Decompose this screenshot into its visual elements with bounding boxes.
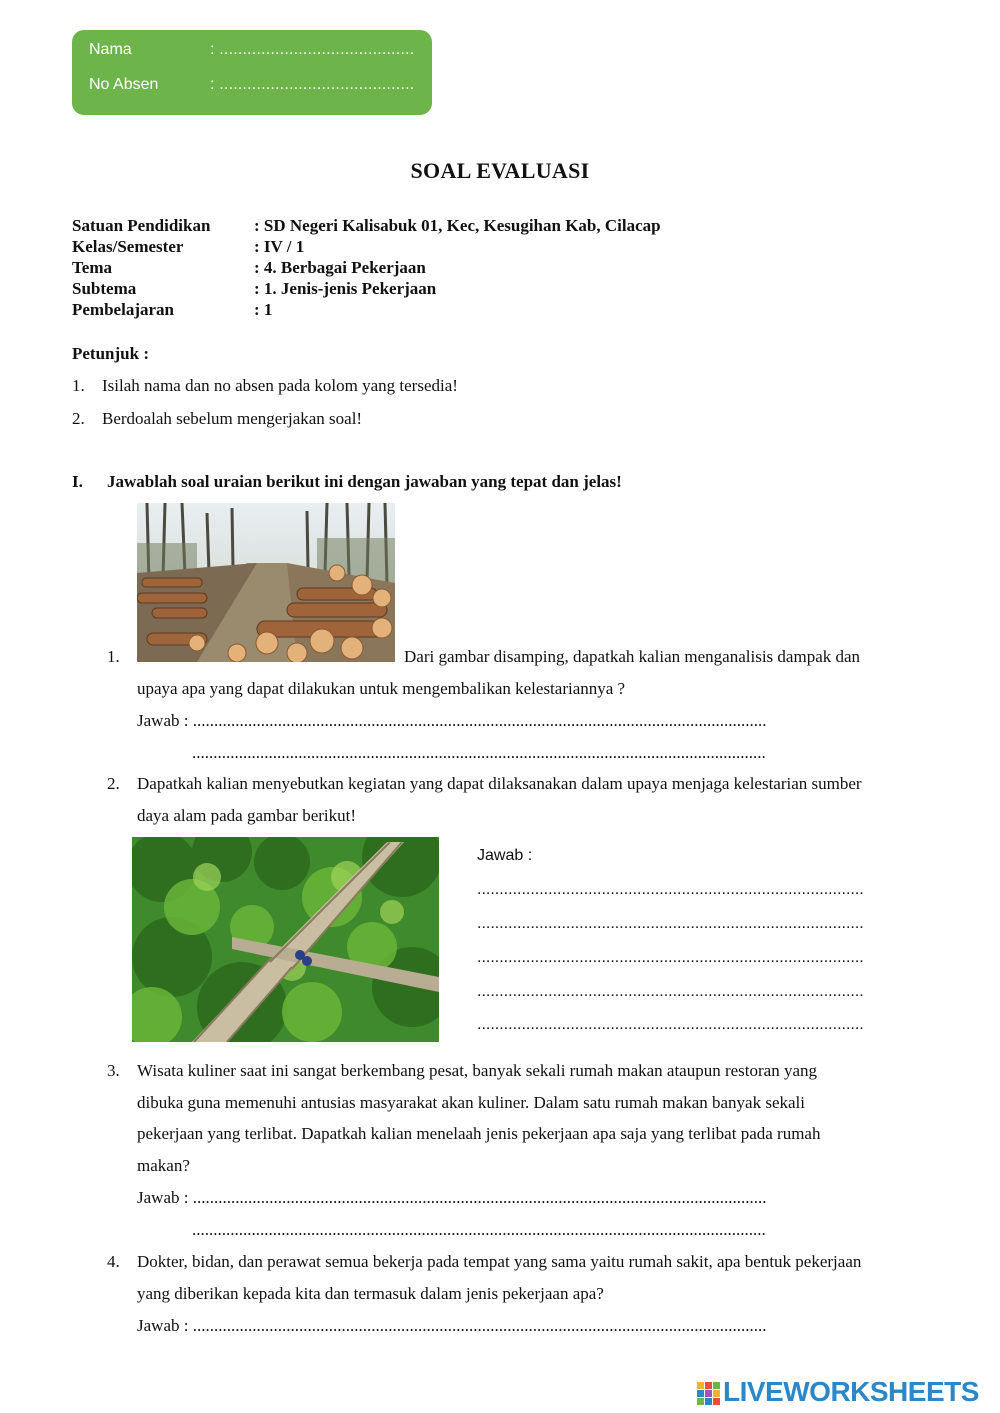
question-number: 4. [107, 1252, 120, 1271]
answer-field[interactable]: ....................................................................................................................................... [192, 1220, 766, 1239]
section-number: I. [72, 472, 83, 491]
answer-field[interactable]: ....................................................................................... [477, 1016, 864, 1033]
info-value: : 1. Jenis-jenis Pekerjaan [254, 279, 437, 298]
info-key: Tema [72, 258, 112, 277]
absen-field[interactable]: : .......................................... [210, 76, 415, 93]
info-key: Satuan Pendidikan [72, 216, 211, 235]
petunjuk-text: Isilah nama dan no absen pada kolom yang tersedia! [102, 376, 458, 395]
answer-field[interactable]: ....................................................................................................................................... [192, 743, 766, 762]
info-value: : SD Negeri Kalisabuk 01, Kec, Kesugihan Kab, Cilacap [254, 216, 661, 235]
mangrove-photo [132, 837, 439, 1042]
question-number: 2. [107, 774, 120, 793]
absen-label: No Absen [89, 76, 159, 93]
info-key: Pembelajaran [72, 300, 174, 319]
question-text: Dari gambar disamping, dapatkah kalian menganalisis dampak dan [404, 647, 861, 666]
question-text: Dapatkah kalian menyebutkan kegiatan yang dapat dilaksanakan dalam upaya menjaga kelestarian sumber [137, 774, 862, 793]
answer-field[interactable]: Jawab : ....................................................................................................................................... [137, 711, 767, 730]
nama-label: Nama [89, 41, 132, 58]
question-number: 1. [107, 647, 120, 666]
info-key: Subtema [72, 279, 137, 298]
answer-field[interactable]: ....................................................................................... [477, 983, 864, 1000]
liveworksheets-logo [697, 1376, 995, 1410]
answer-field[interactable]: Jawab : ....................................................................................................................................... [137, 1188, 767, 1207]
question-text: Dokter, bidan, dan perawat semua bekerja pada tempat yang sama yaitu rumah sakit, apa bentuk pekerjaan [137, 1252, 862, 1271]
petunjuk-num: 2. [72, 409, 85, 428]
answer-field[interactable]: ....................................................................................... [477, 949, 864, 966]
question-text: Wisata kuliner saat ini sangat berkembang pesat, banyak sekali rumah makan ataupun restoran yang [137, 1061, 818, 1080]
info-value: : IV / 1 [254, 237, 305, 256]
question-text: makan? [137, 1156, 190, 1175]
brand-text: LIVEWORKSHEETS [723, 1376, 979, 1407]
info-value: : 4. Berbagai Pekerjaan [254, 258, 426, 277]
question-text: dibuka guna memenuhi antusias masyarakat akan kuliner. Dalam satu rumah makan banyak sekali [137, 1093, 805, 1112]
question-text: yang diberikan kepada kita dan termasuk dalam jenis pekerjaan apa? [137, 1284, 604, 1303]
question-number: 3. [107, 1061, 120, 1080]
petunjuk-num: 1. [72, 376, 85, 395]
answer-field[interactable]: ....................................................................................... [477, 881, 864, 898]
info-value: : 1 [254, 300, 273, 319]
info-key: Kelas/Semester [72, 237, 184, 256]
mangrove-boardwalk-image [132, 837, 439, 1042]
petunjuk-text: Berdoalah sebelum mengerjakan soal! [102, 409, 363, 428]
page-title: SOAL EVALUASI [410, 158, 590, 183]
liveworksheets-mark-icon [697, 1382, 721, 1406]
nama-field[interactable]: : .......................................... [210, 41, 415, 58]
answer-label: Jawab : [477, 847, 533, 864]
answer-field[interactable]: ....................................................................................... [477, 915, 864, 932]
student-identity-box [72, 30, 432, 115]
answer-field[interactable]: Jawab : ....................................................................................................................................... [137, 1316, 767, 1335]
petunjuk-heading: Petunjuk : [72, 344, 149, 363]
question-text: daya alam pada gambar berikut! [137, 806, 357, 825]
deforestation-image [137, 503, 395, 662]
section-instruction: Jawablah soal uraian berikut ini dengan jawaban yang tepat dan jelas! [107, 472, 622, 491]
deforestation-photo [137, 503, 395, 662]
question-text: pekerjaan yang terlibat. Dapatkah kalian menelaah jenis pekerjaan apa saja yang terlibat pada rumah [137, 1124, 821, 1143]
school-info [72, 215, 772, 325]
question-text: upaya apa yang dapat dilakukan untuk mengembalikan kelestariannya ? [137, 679, 626, 698]
